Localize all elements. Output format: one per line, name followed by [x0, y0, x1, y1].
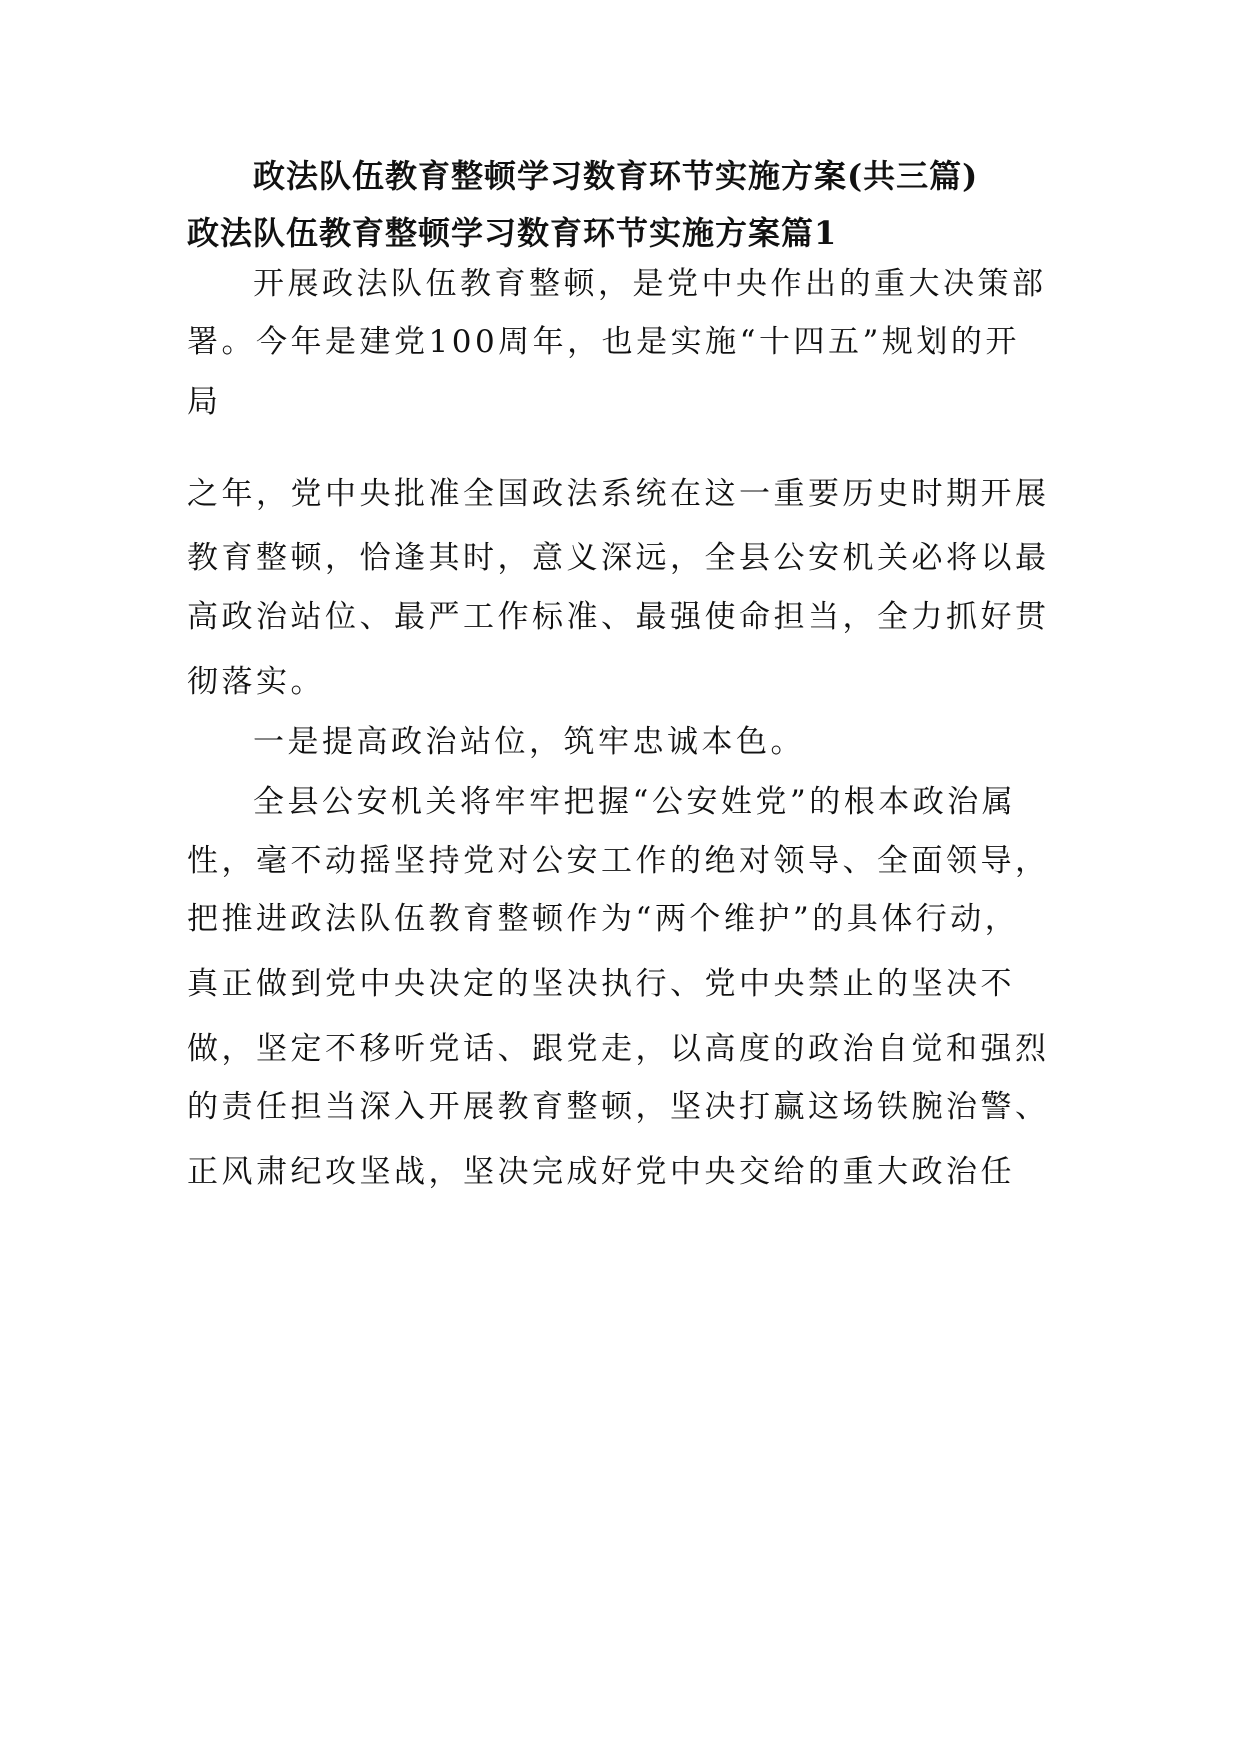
paragraph-line: 高政治站位、最严工作标准、最强使命担当，全力抓好贯 [187, 599, 1050, 635]
paragraph-line: 之年，党中央批准全国政法系统在这一重要历史时期开展 [187, 476, 1050, 512]
paragraph-line: 教育整顿，恰逢其时，意义深远，全县公安机关必将以最 [187, 540, 1050, 576]
paragraph-line: 彻落实。 [187, 664, 325, 700]
paragraph-line: 局 [187, 384, 222, 420]
paragraph-line: 真正做到党中央决定的坚决执行、党中央禁止的坚决不 [187, 966, 1015, 1002]
paragraph-line: 把推进政法队伍教育整顿作为“两个维护”的具体行动， [187, 901, 1020, 937]
paragraph-line: 开展政法队伍教育整顿，是党中央作出的重大决策部 [253, 266, 1047, 302]
paragraph-line: 正风肃纪攻坚战，坚决完成好党中央交给的重大政治任 [187, 1154, 1015, 1190]
document-title: 政法队伍教育整顿学习数育环节实施方案(共三篇) [253, 157, 979, 195]
document-subtitle: 政法队伍教育整顿学习数育环节实施方案篇1 [187, 214, 838, 252]
paragraph-line: 做，坚定不移听党话、跟党走，以高度的政治自觉和强烈 [187, 1031, 1050, 1067]
paragraph-line: 署。今年是建党100周年，也是实施“十四五”规划的开 [187, 324, 1020, 360]
paragraph-line: 全县公安机关将牢牢把握“公安姓党”的根本政治属 [253, 784, 1017, 820]
paragraph-line: 一是提高政治站位，筑牢忠诚本色。 [253, 724, 805, 760]
paragraph-line: 性，毫不动摇坚持党对公安工作的绝对领导、全面领导， [187, 843, 1050, 879]
paragraph-line: 的责任担当深入开展教育整顿，坚决打赢这场铁腕治警、 [187, 1089, 1050, 1125]
